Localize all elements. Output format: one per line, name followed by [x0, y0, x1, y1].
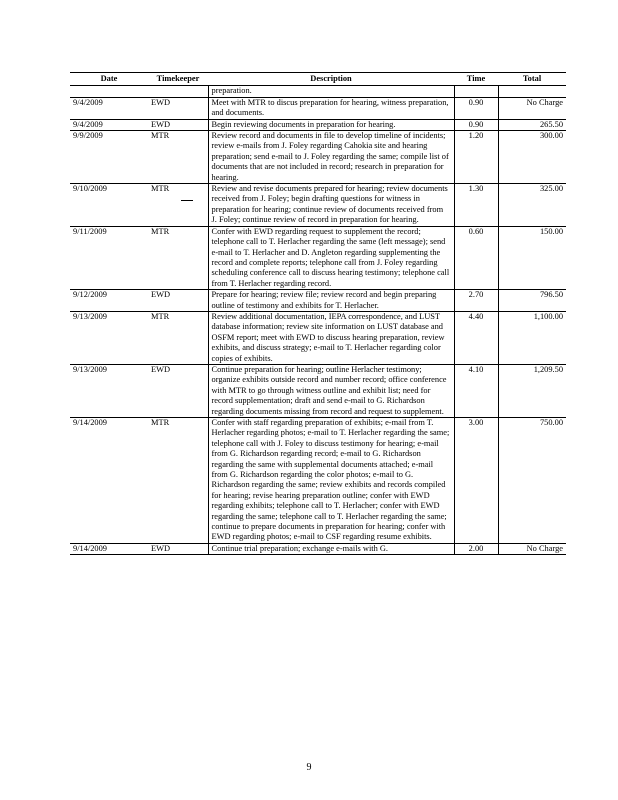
row-total — [498, 86, 566, 97]
row-timekeeper: MTR — [148, 418, 208, 544]
header-total: Total — [498, 73, 566, 86]
row-time: 4.10 — [454, 364, 498, 417]
row-timekeeper: EWD — [148, 97, 208, 119]
row-time — [454, 86, 498, 97]
row-description: Review record and documents in file to develop timeline of incidents; review e-mails from J. Foley regarding Cahokia site and hearing preparation; send e-mail to J. Foley regarding the same; compile list of documents that are not included in record; research in preparation for hearing. — [208, 131, 454, 184]
row-total: 325.00 — [498, 184, 566, 227]
table-row — [70, 184, 566, 227]
page-number: 9 — [306, 762, 312, 773]
row-time: 0.60 — [454, 226, 498, 289]
row-description: Confer with EWD regarding request to supplement the record; telephone call to T. Herlacher regarding the same (left message); send e-mail to T. Herlacher and D. Angleton regarding supplementing the record and complete reports; telephone call from J. Foley regarding scheduling conference call to discuss hearing testimony; telephone call from T. Herlacher regarding record. — [208, 226, 454, 289]
row-description: Begin reviewing documents in preparation for hearing. — [208, 119, 454, 130]
table-row — [70, 226, 566, 289]
row-date: 9/12/2009 — [70, 290, 148, 312]
header-time: Time — [454, 73, 498, 86]
row-time: 1.30 — [454, 184, 498, 227]
row-total: 750.00 — [498, 418, 566, 544]
row-description: Review and revise documents prepared for hearing; review documents received from J. Foley; begin drafting questions for witness in preparation for hearing; continue review of documents received from J. Foley; continue review of record in preparation for hearing. — [208, 184, 454, 227]
table-row — [70, 290, 566, 312]
row-description: Review additional documentation, IEPA correspondence, and LUST database information; review site information on LUST database and OSFM report; meet with EWD to discuss hearing preparation, review exhibits, and discuss strategy; e-mail to T. Herlacher regarding color copies of exhibits. — [208, 311, 454, 364]
row-date: 9/13/2009 — [70, 364, 148, 417]
table-row — [70, 119, 566, 130]
row-total: No Charge — [498, 543, 566, 554]
row-description: preparation. — [208, 86, 454, 97]
row-timekeeper: EWD — [148, 119, 208, 130]
row-time: 0.90 — [454, 97, 498, 119]
row-total: No Charge — [498, 97, 566, 119]
row-time: 2.70 — [454, 290, 498, 312]
stray-line-mark — [181, 200, 193, 201]
row-date: 9/11/2009 — [70, 226, 148, 289]
row-total: 300.00 — [498, 131, 566, 184]
table-row — [70, 97, 566, 119]
row-timekeeper: EWD — [148, 543, 208, 554]
row-description: Continue preparation for hearing; outline Herlacher testimony; organize exhibits outside record and number record; office conference with MTR to go through witness outline and exhibit list; need for record supplementation; draft and send e-mail to G. Richardson regarding documents missing from record and request to supplement. — [208, 364, 454, 417]
table-row — [70, 418, 566, 544]
table-row — [70, 364, 566, 417]
row-timekeeper: MTR — [148, 131, 208, 184]
row-timekeeper: MTR — [148, 311, 208, 364]
row-date: 9/10/2009 — [70, 184, 148, 227]
table-row — [70, 543, 566, 554]
row-total: 1,209.50 — [498, 364, 566, 417]
row-timekeeper: MTR — [148, 226, 208, 289]
header-timekeeper: Timekeeper — [148, 73, 208, 86]
billing-table — [70, 72, 566, 555]
row-time: 1.20 — [454, 131, 498, 184]
row-date: 9/4/2009 — [70, 119, 148, 130]
table-header-row — [70, 73, 566, 86]
row-description: Confer with staff regarding preparation of exhibits; e-mail from T. Herlacher regarding photos; e-mail to T. Herlacher regarding the same; telephone call with J. Foley to discuss testimony for hearing; e-mail from G. Richardson regarding record; e-mail to G. Richardson regarding the same with supplemental documents attached; e-mail from G. Richardson regarding the color photos; e-mail to G. Richardson regarding the same; review exhibits and records compiled for hearing; revise hearing preparation outline; confer with EWD regarding exhibits; telephone call to T. Herlacher; confer with EWD regarding the same; telephone call to T. Herlacher regarding the same; continue to prepare documents in preparation for hearing; confer with EWD regarding photos; e-mail to CSF regarding resume exhibits. — [208, 418, 454, 544]
row-total: 796.50 — [498, 290, 566, 312]
header-description: Description — [208, 73, 454, 86]
row-description: Meet with MTR to discus preparation for hearing, witness preparation, and documents. — [208, 97, 454, 119]
header-date: Date — [70, 73, 148, 86]
row-time: 2.00 — [454, 543, 498, 554]
row-total: 1,100.00 — [498, 311, 566, 364]
row-time: 3.00 — [454, 418, 498, 544]
table-row — [70, 86, 566, 97]
row-date: 9/13/2009 — [70, 311, 148, 364]
row-timekeeper: MTR — [148, 184, 208, 227]
row-date: 9/14/2009 — [70, 418, 148, 544]
table-row — [70, 131, 566, 184]
table-row — [70, 311, 566, 364]
row-date: 9/9/2009 — [70, 131, 148, 184]
row-time: 4.40 — [454, 311, 498, 364]
row-date: 9/14/2009 — [70, 543, 148, 554]
row-date: 9/4/2009 — [70, 97, 148, 119]
row-timekeeper — [148, 86, 208, 97]
row-timekeeper: EWD — [148, 364, 208, 417]
row-date — [70, 86, 148, 97]
row-time: 0.90 — [454, 119, 498, 130]
row-timekeeper: EWD — [148, 290, 208, 312]
row-total: 265.50 — [498, 119, 566, 130]
row-description: Continue trial preparation; exchange e-mails with G. — [208, 543, 454, 554]
row-description: Prepare for hearing; review file; review record and begin preparing outline of testimony and exhibits for T. Herlacher. — [208, 290, 454, 312]
row-total: 150.00 — [498, 226, 566, 289]
